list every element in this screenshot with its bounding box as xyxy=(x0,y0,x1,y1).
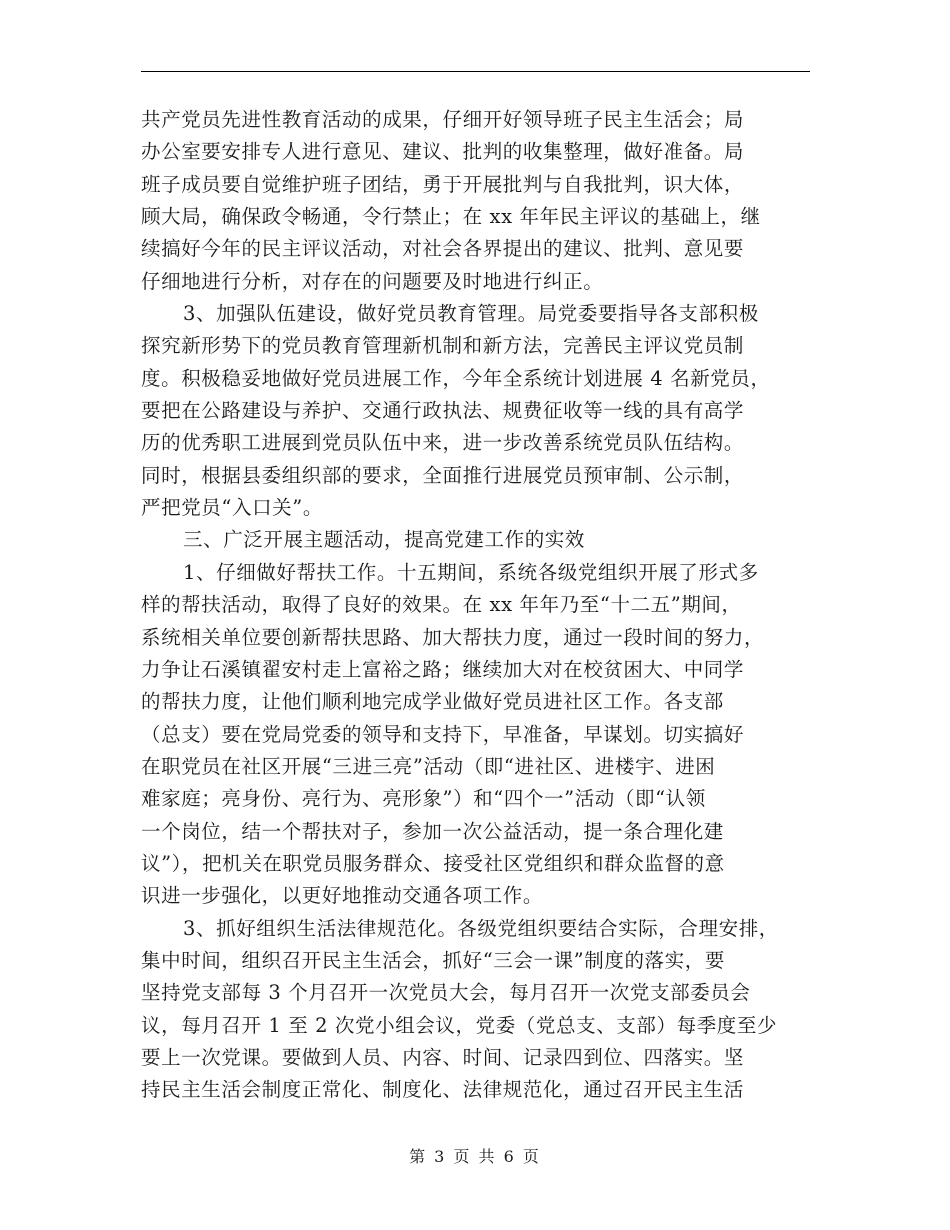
text-line: 3、加强队伍建设，做好党员教育管理。局党委要指导各支部积极 xyxy=(183,302,759,326)
text-line: 要上一次党课。要做到人员、内容、时间、记录四到位、四落实。坚 xyxy=(141,1045,745,1069)
text-line: 3、抓好组织生活法律规范化。各级党组织要结合实际，合理安排， xyxy=(183,916,779,940)
text-line: 议，每月召开 1 至 2 次党小组会议，党委（党总支、支部）每季度至少 xyxy=(141,1013,778,1037)
text-line: 1、仔细做好帮扶工作。十五期间，系统各级党组织开展了形式多 xyxy=(183,560,759,584)
text-line: 难家庭；亮身份、亮行为、亮形象”）和“四个一”活动（即“认领 xyxy=(141,787,706,811)
text-line: 度。积极稳妥地做好党员进展工作，今年全系统计划进展 4 名新党员， xyxy=(141,366,771,390)
text-line: 系统相关单位要创新帮扶思路、加大帮扶力度，通过一段时间的努力， xyxy=(141,625,765,649)
text-line: 办公室要安排专人进行意见、建议、批判的收集整理，做好准备。局 xyxy=(141,140,745,164)
text-line: 要把在公路建设与养护、交通行政执法、规费征收等一线的具有高学 xyxy=(141,399,745,423)
text-line: （总支）要在党局党委的领导和支持下，早准备，早谋划。切实搞好 xyxy=(141,722,745,746)
text-line: 坚持党支部每 3 个月召开一次党员大会，每月召开一次党支部委员会 xyxy=(141,981,751,1005)
text-line: 班子成员要自觉维护班子团结，勇于开展批判与自我批判，识大体， xyxy=(141,172,745,196)
text-line: 的帮扶力度，让他们顺利地完成学业做好党员进社区工作。各支部 xyxy=(141,690,724,714)
text-line: 样的帮扶活动，取得了良好的效果。在 xx 年年乃至“十二五”期间， xyxy=(141,593,742,617)
text-line: 探究新形势下的党员教育管理新机制和新方法，完善民主评议党员制 xyxy=(141,334,745,358)
page-number: 第 3 页 共 6 页 xyxy=(409,1147,541,1166)
text-line: 历的优秀职工进展到党员队伍中来，进一步改善系统党员队伍结构。 xyxy=(141,431,745,455)
document-body xyxy=(141,104,831,1107)
text-line: 三、广泛开展主题活动，提高党建工作的实效 xyxy=(183,528,586,552)
text-line: 力争让石溪镇翟安村走上富裕之路；继续加大对在校贫困大、中同学 xyxy=(141,657,745,681)
text-line: 识进一步强化，以更好地推动交通各项工作。 xyxy=(141,884,544,908)
text-line: 同时，根据县委组织部的要求，全面推行进展党员预审制、公示制， xyxy=(141,463,745,487)
text-line: 在职党员在社区开展“三进三亮”活动（即“进社区、进楼宇、进困 xyxy=(141,754,716,778)
text-line: 仔细地进行分析，对存在的问题要及时地进行纠正。 xyxy=(141,269,604,293)
header-rule xyxy=(141,71,810,72)
text-line: 集中时间，组织召开民主生活会，抓好“三会一课”制度的落实，要 xyxy=(141,948,725,972)
text-line: 顾大局，确保政令畅通，令行禁止；在 xx 年年民主评议的基础上，继 xyxy=(141,205,761,229)
text-line: 持民主生活会制度正常化、制度化、法律规范化，通过召开民主生活 xyxy=(141,1078,745,1102)
text-line: 共产党员先进性教育活动的成果，仔细开好领导班子民主生活会；局 xyxy=(141,108,745,131)
text-line: 严把党员“入口关”。 xyxy=(141,496,323,520)
text-line: 议”），把机关在职党员服务群众、接受社区党组织和群众监督的意 xyxy=(141,851,725,875)
text-line: 续搞好今年的民主评议活动，对社会各界提出的建议、批判、意见要 xyxy=(141,237,745,261)
text-line: 一个岗位，结一个帮扶对子，参加一次公益活动，提一条合理化建 xyxy=(141,819,724,843)
